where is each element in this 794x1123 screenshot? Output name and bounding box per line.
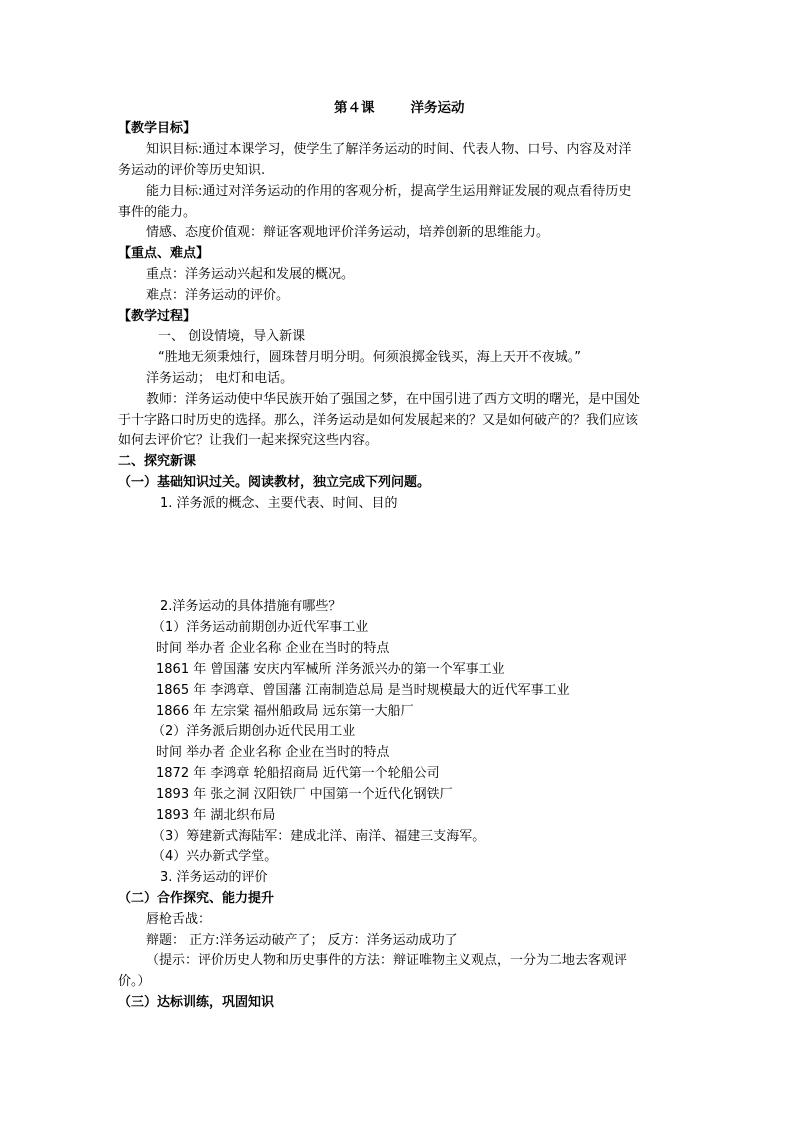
- table-header-military: 时间 举办者 企业名称 企业在当时的特点: [156, 641, 390, 656]
- military-row-1861: 1861 年 曾国藩 安庆内军械所 洋务派兴办的第一个军事工业: [156, 662, 505, 677]
- teacher-paragraph-line3: 如何去评价它？让我们一起来探究这些内容。: [118, 433, 379, 448]
- paragraph-knowledge-goal-line1: 知识目标:通过本课学习，使学生了解洋务运动的时间、代表人物、口号、内容及对洋: [146, 142, 632, 157]
- military-industry-heading: （1）洋务运动前期创办近代军事工业: [152, 620, 369, 635]
- hint-line1: （提示：评价历史人物和历史事件的方法：辩证唯物主义观点，一分为二地去客观评: [146, 953, 628, 968]
- section-heading-explore: 二、探究新课: [118, 454, 197, 469]
- section-heading-key-points: 【重点、难点】: [118, 246, 210, 261]
- paragraph-knowledge-goal-line2: 务运动的评价等历史知识.: [118, 163, 266, 178]
- paragraph-ability-goal-line2: 事件的能力。: [118, 205, 197, 220]
- key-point: 重点：洋务运动兴起和发展的概况。: [146, 267, 355, 282]
- debate-sides: 辩题： 正方:洋务运动破产了； 反方：洋务运动成功了: [146, 933, 458, 948]
- hint-line2: 价。）: [118, 974, 151, 989]
- debate-label: 唇枪舌战：: [146, 912, 212, 927]
- question-1: 1. 洋务派的概念、主要代表、时间、目的: [160, 496, 398, 511]
- process-step-intro: 一、 创设情境，导入新课: [158, 329, 306, 344]
- civil-row-1893-hanyang: 1893 年 张之洞 汉阳铁厂 中国第一个近代化钢铁厂: [156, 787, 453, 802]
- question-2: 2.洋务运动的具体措施有哪些？: [160, 599, 342, 614]
- navy-item: （3）筹建新式海陆军：建成北洋、南洋、福建三支海军。: [152, 829, 486, 844]
- question-3: 3. 洋务运动的评价: [160, 870, 268, 885]
- civil-industry-heading: （2）洋务派后期创办近代民用工业: [152, 724, 356, 739]
- teacher-paragraph-line1: 教师：洋务运动使中华民族开始了强国之梦，在中国引进了西方文明的曙光，是中国处: [146, 392, 641, 407]
- civil-row-1893-hubei: 1893 年 湖北织布局: [156, 808, 276, 823]
- school-item: （4）兴办新式学堂。: [152, 849, 278, 864]
- table-header-civil: 时间 举办者 企业名称 企业在当时的特点: [156, 745, 390, 760]
- subsection-heading-practice: （三）达标训练，巩固知识: [118, 995, 275, 1010]
- military-row-1865: 1865 年 李鸿章、曾国藩 江南制造总局 是当时规模最大的近代军事工业: [156, 683, 570, 698]
- paragraph-ability-goal-line1: 能力目标:通过对洋务运动的作用的客观分析，提高学生运用辩证发展的观点看待历史: [146, 184, 632, 199]
- section-heading-objectives: 【教学目标】: [118, 121, 197, 136]
- subsection-heading-cooperate: （二）合作探究、能力提升: [118, 891, 275, 906]
- paragraph-emotion-goal: 情感、态度价值观：辩证客观地评价洋务运动，培养创新的思维能力。: [146, 225, 550, 240]
- subsection-heading-basic: （一）基础知识过关。阅读教材，独立完成下列问题。: [118, 475, 431, 490]
- poem-quote: “胜地无须秉烛行，圆珠替月明分明。何须浪掷金钱买，海上天开不夜城。”: [158, 350, 581, 365]
- lesson-title: 第４课 洋务运动: [334, 100, 465, 116]
- intro-line: 洋务运动； 电灯和电话。: [146, 371, 294, 386]
- difficulty-point: 难点：洋务运动的评价。: [146, 288, 290, 303]
- civil-row-1872: 1872 年 李鸿章 轮船招商局 近代第一个轮船公司: [156, 766, 440, 781]
- teacher-paragraph-line2: 于十字路口时历史的选择。那么，洋务运动是如何发展起来的？又是如何破产的？我们应该: [118, 413, 639, 428]
- section-heading-process: 【教学过程】: [118, 309, 197, 324]
- military-row-1866: 1866 年 左宗棠 福州船政局 远东第一大船厂: [156, 704, 414, 719]
